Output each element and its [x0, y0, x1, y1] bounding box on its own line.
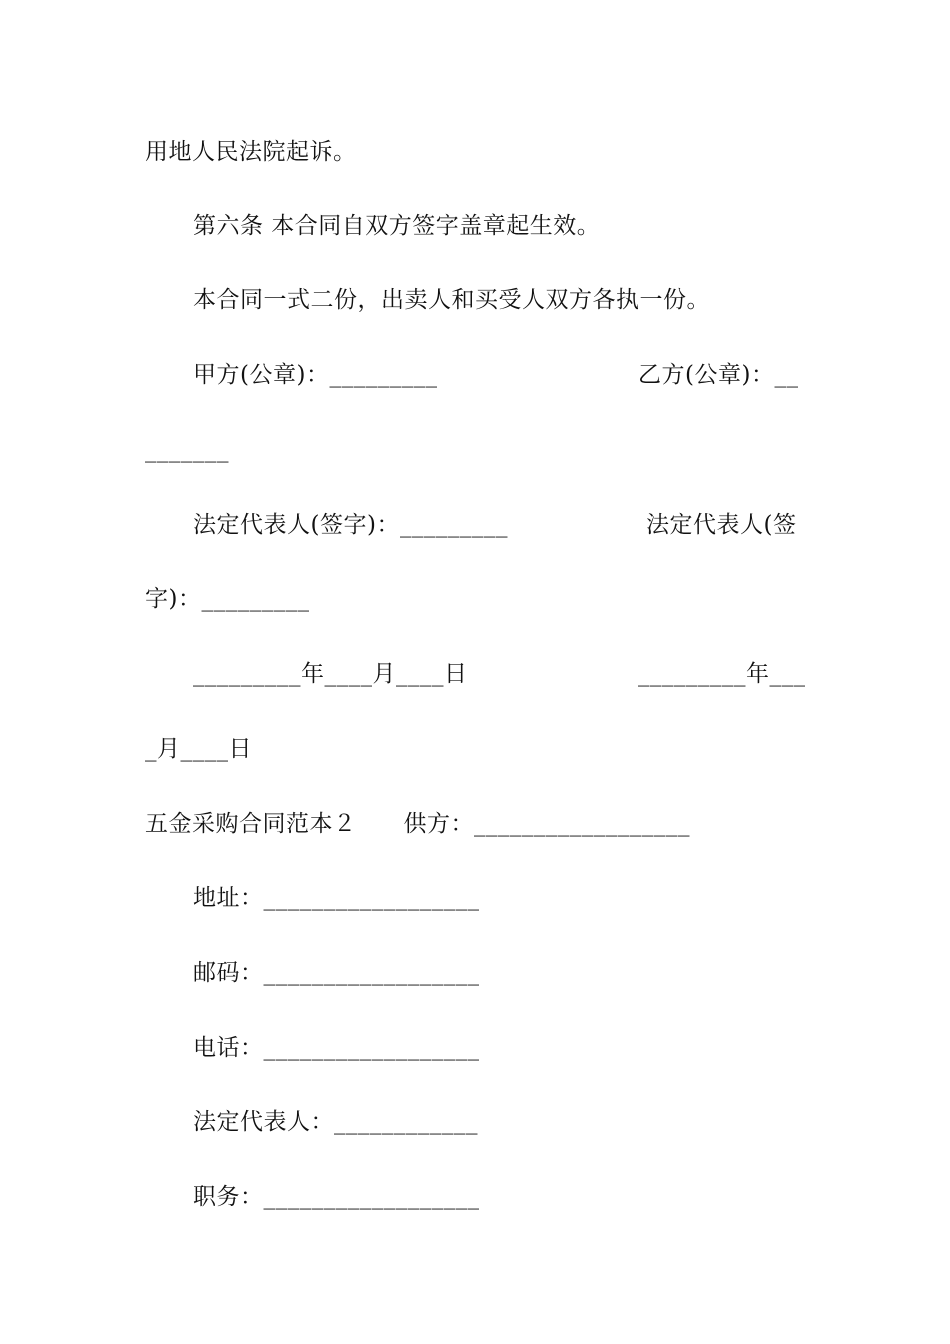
text-line-copies: 本合同一式二份，出卖人和买受人双方各执一份。: [193, 287, 710, 313]
address-field-line: 地址：__________________: [193, 885, 480, 911]
party-b-date-line-cont: _月____日: [145, 736, 252, 762]
text-line-court: 用地人民法院起诉。: [145, 139, 357, 165]
party-a-date-line: _________年____月____日: [193, 661, 468, 687]
contract-title-supplier-line: 五金采购合同范本２ 供方：__________________: [145, 811, 690, 837]
text-line-article-six: 第六条 本合同自双方签字盖章起生效。: [193, 213, 601, 239]
postcode-field-line: 邮码：__________________: [193, 960, 480, 986]
position-field-line: 职务：__________________: [193, 1184, 480, 1210]
party-b-representative-line: 法定代表人(签: [646, 512, 797, 538]
party-b-representative-line-cont: 字)：_________: [145, 586, 310, 612]
party-a-representative-line: 法定代表人(签字)：_________: [193, 512, 508, 538]
party-b-seal-line: 乙方(公章)：__: [638, 362, 799, 388]
party-b-seal-line-cont: _______: [145, 437, 229, 463]
party-b-date-line: _________年___: [638, 661, 806, 687]
party-a-seal-line: 甲方(公章)：_________: [193, 362, 438, 388]
phone-field-line: 电话：__________________: [193, 1035, 480, 1061]
legal-representative-field-line: 法定代表人：____________: [193, 1109, 478, 1135]
